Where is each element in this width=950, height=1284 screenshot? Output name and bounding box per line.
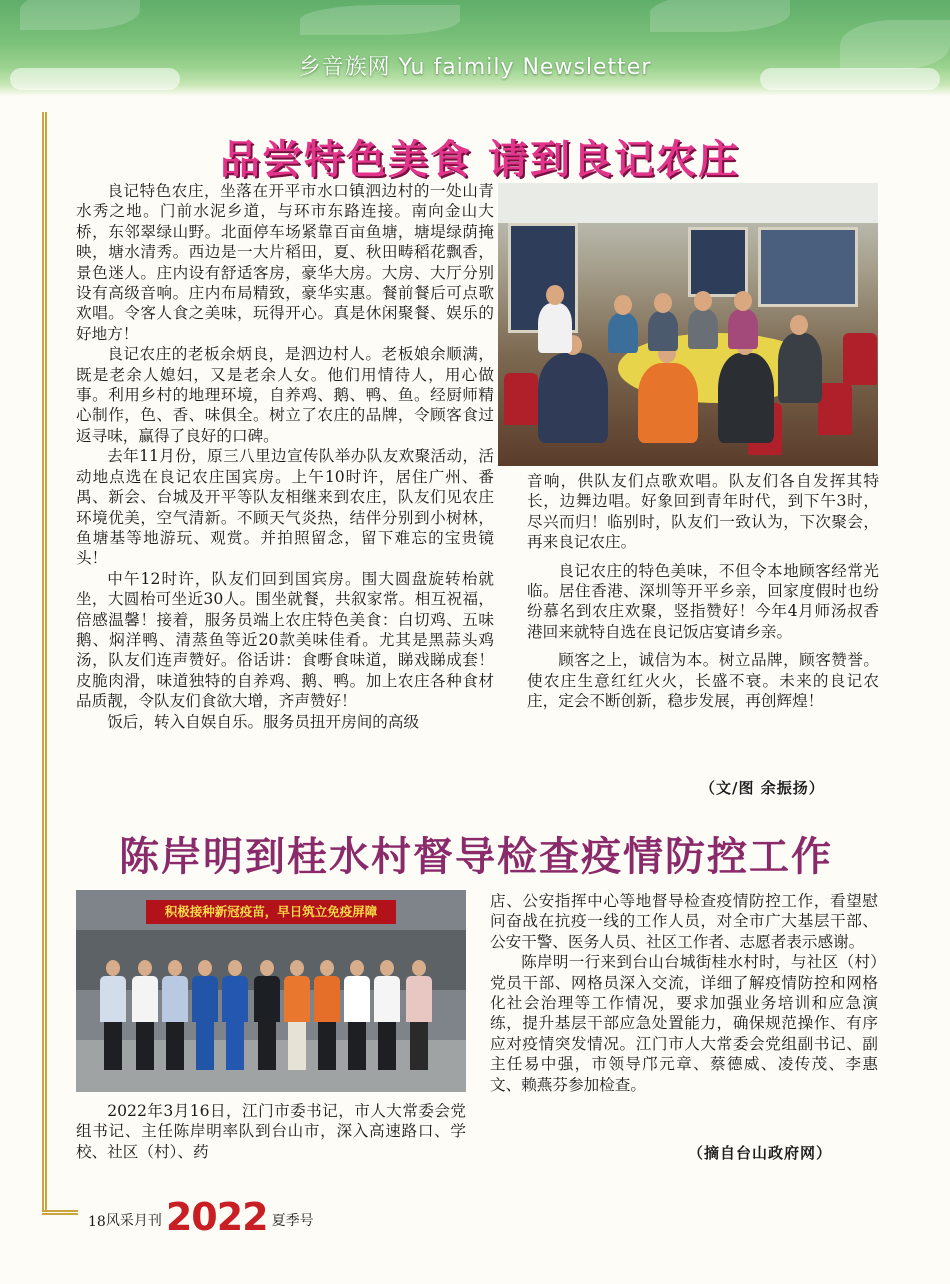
article-title: 品尝特色美食 请到良记农庄: [220, 137, 740, 183]
page-frame-rule: [42, 112, 47, 1212]
paragraph: 音响，供队友们点歌欢唱。队友们各自发挥其特长，边舞边唱。好象回到青年时代，到下午3时，尽兴而归！临别时，队友们一致认为，下次聚会，再来良记农庄。: [527, 472, 879, 552]
paragraph: 顾客之上，诚信为本。树立品牌，顾客赞誉。使农庄生意红红火火，长盛不衰。未来的良记农庄，定会不断创新，稳步发展，再创辉煌！: [527, 651, 879, 711]
article-title: 陈岸明到桂水村督导检查疫情防控工作: [119, 834, 833, 880]
paragraph: 2022年3月16日，江门市委书记，市人大常委会党组书记、主任陈岸明率队到台山市，深入高速路口、学校、社区（村）、药: [76, 1102, 466, 1161]
article-credit: （摘自台山政府网）: [688, 1144, 833, 1162]
paragraph: 良记特色农庄，坐落在开平市水口镇泗边村的一处山青水秀之地。门前水泥乡道，与环市东路连接。南向金山大桥，东邻翠绿山野。北面停车场紧靠百亩鱼塘，塘堤绿荫掩映，塘水清秀。西边是一大片稻田，夏、秋田畴稻花飘香，景色迷人。庄内设有舒适客房，豪华大房。大房、大厅分别设有高级音响。庄内布局精致，豪华实惠。餐前餐后可点歌欢唱。令客人食之美味，玩得开心。真是休闲聚餐、娱乐的好地方！: [76, 182, 494, 343]
paragraph: 良记农庄的特色美味，不但令本地顾客经常光临。居住香港、深圳等开平乡亲，回家度假时也纷纷慕名到农庄欢聚，竖指赞好！今年4月师汤叔香港回来就特自选在良记饭店宴请乡亲。: [527, 561, 879, 641]
leaf-decoration: [650, 0, 790, 32]
article-body-left: [76, 181, 494, 732]
issue-season: 夏季号: [271, 1213, 314, 1229]
article-body-right: [490, 891, 878, 1095]
photo-banner: 积极接种新冠疫苗，早日筑立免疫屏障: [146, 900, 396, 924]
page-frame-rule: [42, 1210, 78, 1215]
article-body-left: [76, 1101, 466, 1162]
paragraph: 中午12时许，队友们回到国宾房。围大圆盘旋转枱就坐，大圆枱可坐近30人。围坐就餐，共叙家常。相互祝福，倍感温馨！接着，服务员端上农庄特色美食：白切鸡、五味鹅、焖洋鸭、清蒸鱼等近20款美味佳肴。尤其是黑蒜头鸡汤，队友们连声赞好。俗话讲：食嘢食味道，睇戏睇成套！皮脆肉滑，味道独特的自养鸡、鹅、鸭。加上农庄各种食材品质靓，令队友们食欲大增，齐声赞好！: [76, 569, 494, 711]
issue-year: 2022: [165, 1195, 268, 1239]
dining-photo: [498, 183, 878, 466]
paragraph: 良记农庄的老板余炳良，是泗边村人。老板娘余顺满，既是老余人媳妇，又是老余人女。他们用情待人，用心做事。利用乡村的地理环境，自养鸡、鹅、鸭、鱼。经厨师精心制作，色、香、味俱全。树立了农庄的品牌，令顾客食过返寻味，赢得了良好的口碑。: [76, 345, 494, 445]
header-banner: [0, 0, 950, 96]
inspection-photo: [76, 890, 466, 1092]
paragraph: 去年11月份，原三八里边宣传队举办队友欢聚活动，活动地点选在良记农庄国宾房。上午10时许，居住广州、番禺、新会、台城及开平等队友相继来到农庄，队友们见农庄环境优美，空气清新。不顾天气炎热，结伴分别到小树林，鱼塘基等地游玩、观赏。并拍照留念，留下难忘的宝贵镜头！: [76, 447, 494, 568]
page-number: 18: [88, 1214, 106, 1230]
leaf-decoration: [20, 0, 140, 30]
article-credit: （文/图 余振扬）: [700, 779, 825, 797]
paragraph: 店、公安指挥中心等地督导检查疫情防控工作，看望慰问奋战在抗疫一线的工作人员，对全市广大基层干部、公安干警、医务人员、社区工作者、志愿者表示感谢。: [490, 892, 878, 951]
leaf-decoration: [300, 5, 460, 35]
article-body-right: [527, 471, 879, 711]
paragraph: 陈岸明一行来到台山台城街桂水村时，与社区（村）党员干部、网格员深入交流，详细了解疫情防控和网格化社会治理等工作情况，要求加强业务培训和应急演练，提升基层干部应急处置能力，确保规范操作、有序应对疫情突发情况。江门市人大常委会党组副书记、副主任易中强，市领导邝元章、蔡德威、凌传茂、李惠文、赖燕芬参加检查。: [490, 953, 878, 1094]
page-footer: [88, 1195, 314, 1239]
paragraph: 饭后，转入自娱自乐。服务员扭开房间的高级: [107, 712, 420, 731]
newsletter-title: 乡音族网 Yu faimily Newsletter: [298, 55, 652, 80]
magazine-name: 风采月刊: [105, 1213, 162, 1229]
